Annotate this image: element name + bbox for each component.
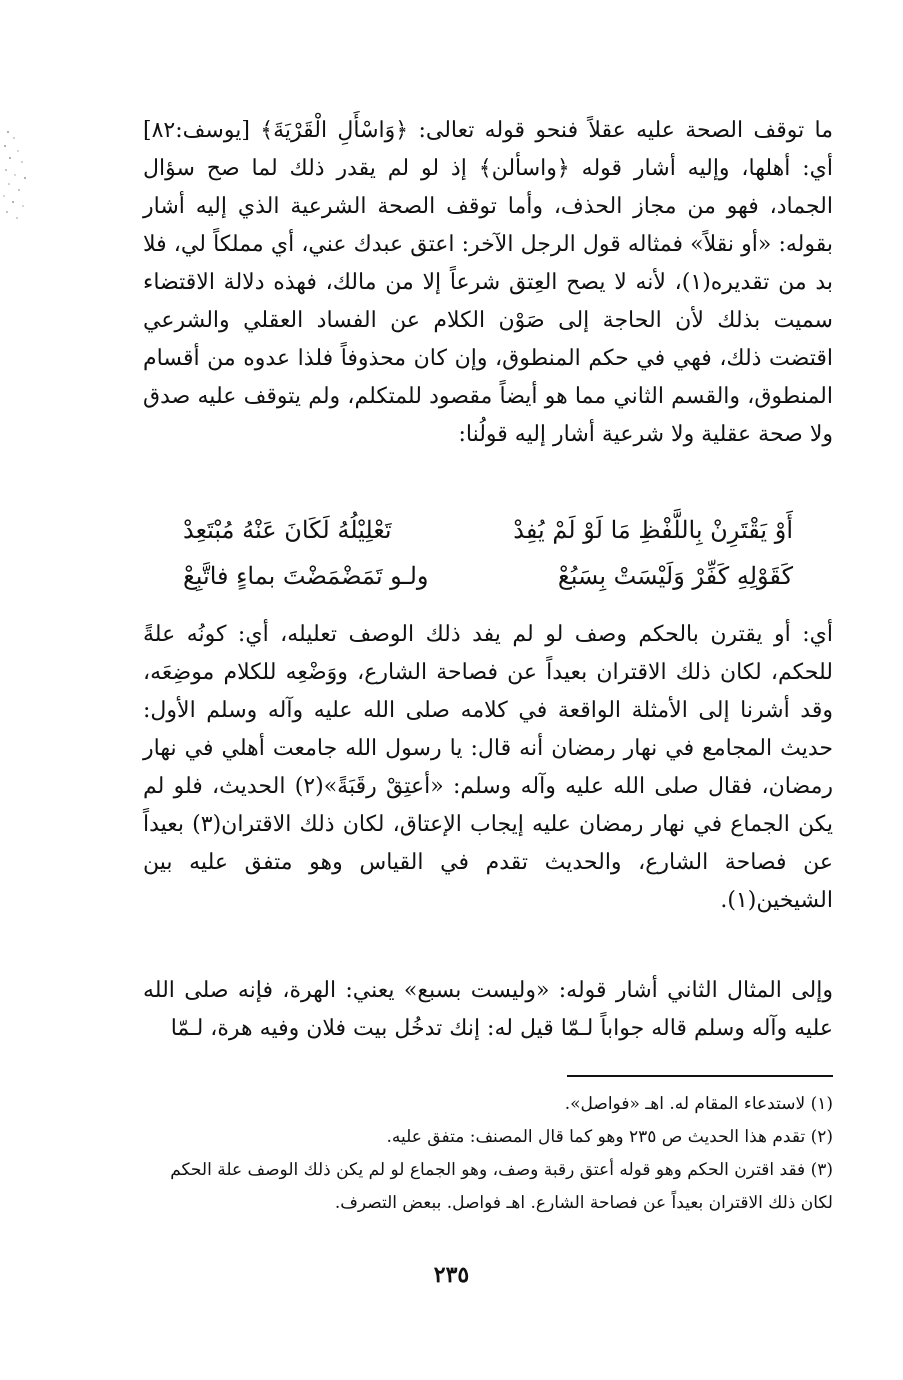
page-number: ٢٣٥: [433, 1262, 470, 1288]
scan-edge-speckles: [0, 118, 36, 228]
footnote-3: (٣) فقد اقترن الحكم وهو قوله أعتق رقبة وصف، وهو الجماع لو لم يكن ذلك الوصف علة الحكم لكان ذلك الاقتران بعيداً عن فصاحة الشارع. اهـ فواصل. ببعض التصرف.: [170, 1160, 833, 1213]
paragraph-3-text: وإلى المثال الثاني أشار قوله: «وليست بسبع» يعني: الهرة، فإنه صلى الله عليه وآله وسلم قاله جواباً لـمّا قيل له: إنك تدخُل بيت فلان وفيه هرة، لـمّا: [143, 978, 833, 1041]
verse-line-2-first-hemistich: كَقَوْلِهِ كَفِّرْ وَلَيْسَتْ بِسَبُعْ: [557, 562, 793, 590]
paragraph-1-text: ما توقف الصحة عليه عقلاً فنحو قوله تعالى: ﴿وَاسْأَلِ الْقَرْيَةَ﴾ [يوسف:٨٢] أي: أهلها، وإليه أشار قوله ﴿واسألن﴾ إذ لو لم يقدر ذلك لما صح سؤال الجماد، فهو من مجاز الحذف، وأما توقف الصحة الشرعية الذي إليه أشار بقوله: «أو نقلاً» فمثاله قول الرجل الآخر: اعتق عبدك عني، أي مملكاً لي، فلا بد من تقديره(١)، لأنه لا يصح العِتق شرعاً إلا من مالك، فهذه دلالة الاقتضاء سميت بذلك لأن الحاجة إلى صَوْن الكلام عن الفساد العقلي والشرعي اقتضت ذلك، فهي في حكم المنطوق، وإن كان محذوفاً فلذا عدوه من أقسام المنطوق، والقسم الثاني مما هو أيضاً مقصود للمتكلم، ولم يتوقف عليه صدق ولا صحة عقلية ولا شرعية أشار إليه قولُنا:: [143, 118, 833, 447]
verse-block: [183, 507, 793, 599]
footnote-1: (١) لاستدعاء المقام له. اهـ «فواصل».: [564, 1094, 833, 1114]
verse-line-2-second-hemistich: ولـو تَمَضْمَضْتَ بماءٍ فاتَّبِعْ: [183, 562, 429, 590]
footnote-2: (٢) تقدم هذا الحديث ص ٢٣٥ وهو كما قال المصنف: متفق عليه.: [386, 1127, 833, 1147]
verse-line-1-second-hemistich: تَعْلِيْلُهُ لَكَانَ عَنْهُ مُبْتَعِدْ: [183, 516, 392, 544]
footnotes: [143, 1088, 833, 1220]
paragraph-2-text: أي: أو يقترن بالحكم وصف لو لم يفد ذلك الوصف تعليله، أي: كونُه علةً للحكم، لكان ذلك الاقتران بعيداً عن فصاحة الشارع، ووَضْعِه للكلام موضِعَه، وقد أشرنا إلى الأمثلة الواقعة في كلامه صلى الله عليه وآله وسلم الأول: حديث المجامع في نهار رمضان أنه قال: يا رسول الله جامعت أهلي في نهار رمضان، فقال صلى الله عليه وآله وسلم: «أعتِقْ رقَبَةً»(٢) الحديث، فلو لم يكن الجماع في نهار رمضان عليه إيجاب الإعتاق، لكان ذلك الاقتران(٣) بعيداً عن فصاحة الشارع، والحديث تقدم في القياس وهو متفق عليه بين الشيخين(١).: [143, 622, 833, 913]
verse-line-1-first-hemistich: أَوْ يَقْتَرِنْ بِاللَّفْظِ مَا لَوْ لَمْ يُفِدْ: [513, 516, 793, 544]
paragraph-2: [143, 616, 833, 920]
paragraph-3: [143, 972, 833, 1048]
verse-line-2: [183, 553, 793, 599]
verse-line-1: [183, 507, 793, 553]
footnote-separator: [567, 1075, 833, 1077]
paragraph-1: [143, 112, 833, 454]
